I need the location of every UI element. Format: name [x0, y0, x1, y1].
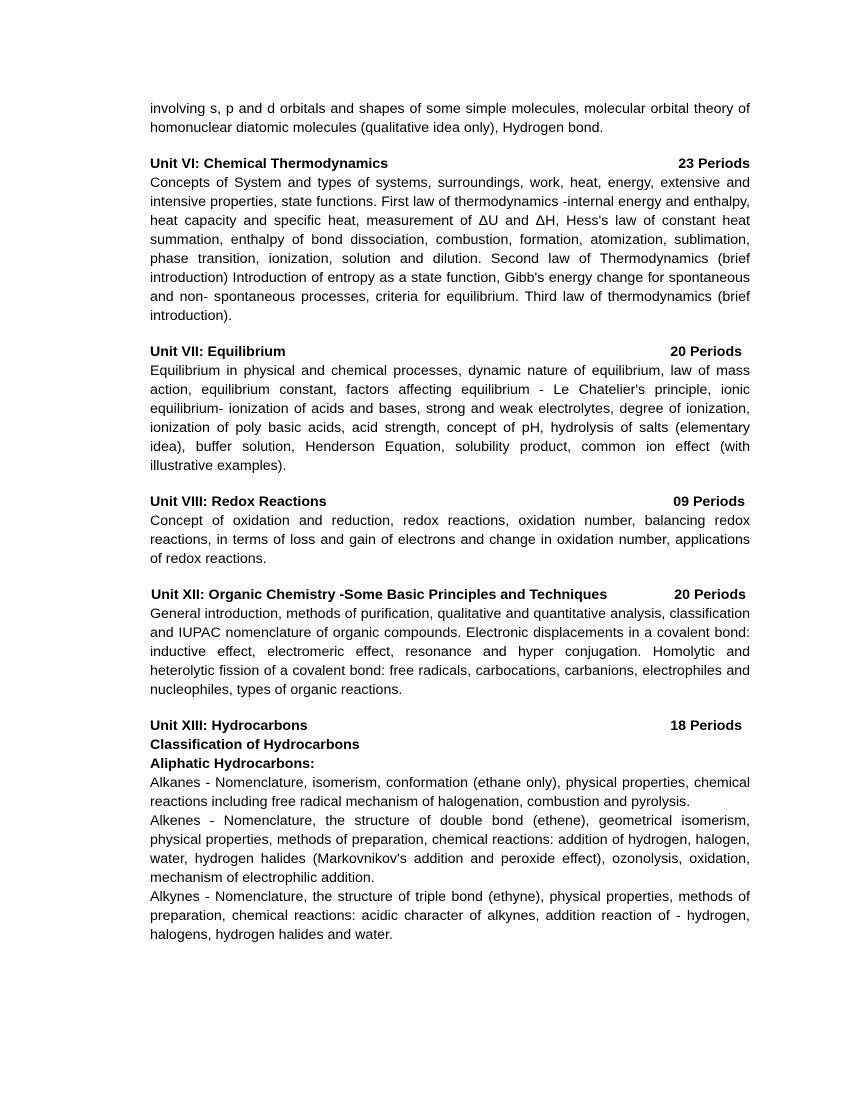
unit-6-body: Concepts of System and types of systems, surroundings, work, heat, energy, extensive and intensive properties, state functions. First law of thermodynamics -internal energy and enthalpy, heat capacity and specific heat, measurement of ΔU and ΔH, Hess's law of constant heat summation, enthalpy of bond dissociation, combustion, formation, atomization, sublimation, phase transition, ionization, solution and dilution. Second law of Thermodynamics (brief introduction) Introduction of entropy as a state function, Gibb's energy change for spontaneous and non- spontaneous processes, criteria for equilibrium. Third law of thermodynamics (brief introduction).: [150, 175, 750, 324]
unit-12-heading: [150, 586, 750, 605]
unit-6-section: [150, 155, 750, 326]
unit-6-periods: 23 Periods: [678, 156, 750, 172]
unit-12-section: [150, 586, 750, 700]
unit-7-heading: [150, 343, 750, 362]
unit-7-body: Equilibrium in physical and chemical processes, dynamic nature of equilibrium, law of mass action, equilibrium constant, factors affecting equilibrium - Le Chatelier's principle, ionic equilibrium- ionization of acids and bases, strong and weak electrolytes, degree of ionization, ionization of poly basic acids, acid strength, concept of pH, hydrolysis of salts (elementary idea), buffer solution, Henderson Equation, solubility product, common ion effect (with illustrative examples).: [150, 363, 750, 474]
alkenes-paragraph: Alkenes - Nomenclature, the structure of double bond (ethene), geometrical isomerism, physical properties, methods of preparation, chemical reactions: addition of hydrogen, halogen, water, hydrogen halides (Markovnikov's addition and peroxide effect), ozonolysis, oxidation, mechanism of electrophilic addition.: [150, 813, 750, 886]
intro-paragraph: involving s, p and d orbitals and shapes of some simple molecules, molecular orbital theory of homonuclear diatomic molecules (qualitative idea only), Hydrogen bond.: [150, 101, 750, 136]
unit-12-periods: 20 Periods: [674, 587, 746, 603]
unit-12-title: Unit XII: Organic Chemistry -Some Basic Principles and Techniques: [151, 587, 608, 603]
unit-13-title: Unit XIII: Hydrocarbons: [150, 718, 308, 734]
unit-7-title: Unit VII: Equilibrium: [150, 344, 286, 360]
unit-13-periods: 18 Periods: [670, 718, 742, 734]
alkynes-paragraph: Alkynes - Nomenclature, the structure of triple bond (ethyne), physical properties, methods of preparation, chemical reactions: acidic character of alkynes, addition reaction of - hydrogen, halogens, hydrogen halides and water.: [150, 889, 750, 943]
unit-8-heading: [150, 493, 750, 512]
unit-13-heading: [150, 717, 750, 736]
unit-8-periods: 09 Periods: [673, 494, 745, 510]
unit-12-body: General introduction, methods of purification, qualitative and quantitative analysis, classification and IUPAC nomenclature of organic compounds. Electronic displacements in a covalent bond: inductive effect, electromeric effect, resonance and hyper conjugation. Homolytic and heterolytic fission of a covalent bond: free radicals, carbocations, carbanions, electrophiles and nucleophiles, types of organic reactions.: [150, 606, 750, 698]
aliphatic-subheading: Aliphatic Hydrocarbons:: [150, 756, 315, 772]
classification-subheading: Classification of Hydrocarbons: [150, 737, 360, 753]
unit-6-heading: [150, 155, 750, 174]
unit-6-title: Unit VI: Chemical Thermodynamics: [150, 156, 389, 172]
unit-7-section: [150, 343, 750, 476]
unit-8-body: Concept of oxidation and reduction, redox reactions, oxidation number, balancing redox reactions, in terms of loss and gain of electrons and change in oxidation number, applications of redox reactions.: [150, 513, 750, 567]
unit-8-title: Unit VIII: Redox Reactions: [150, 494, 327, 510]
alkanes-paragraph: Alkanes - Nomenclature, isomerism, conformation (ethane only), physical properties, chemical reactions including free radical mechanism of halogenation, combustion and pyrolysis.: [150, 775, 750, 810]
syllabus-page: [150, 100, 750, 945]
unit-8-section: [150, 493, 750, 569]
unit-7-periods: 20 Periods: [670, 344, 742, 360]
unit-13-section: [150, 717, 750, 945]
